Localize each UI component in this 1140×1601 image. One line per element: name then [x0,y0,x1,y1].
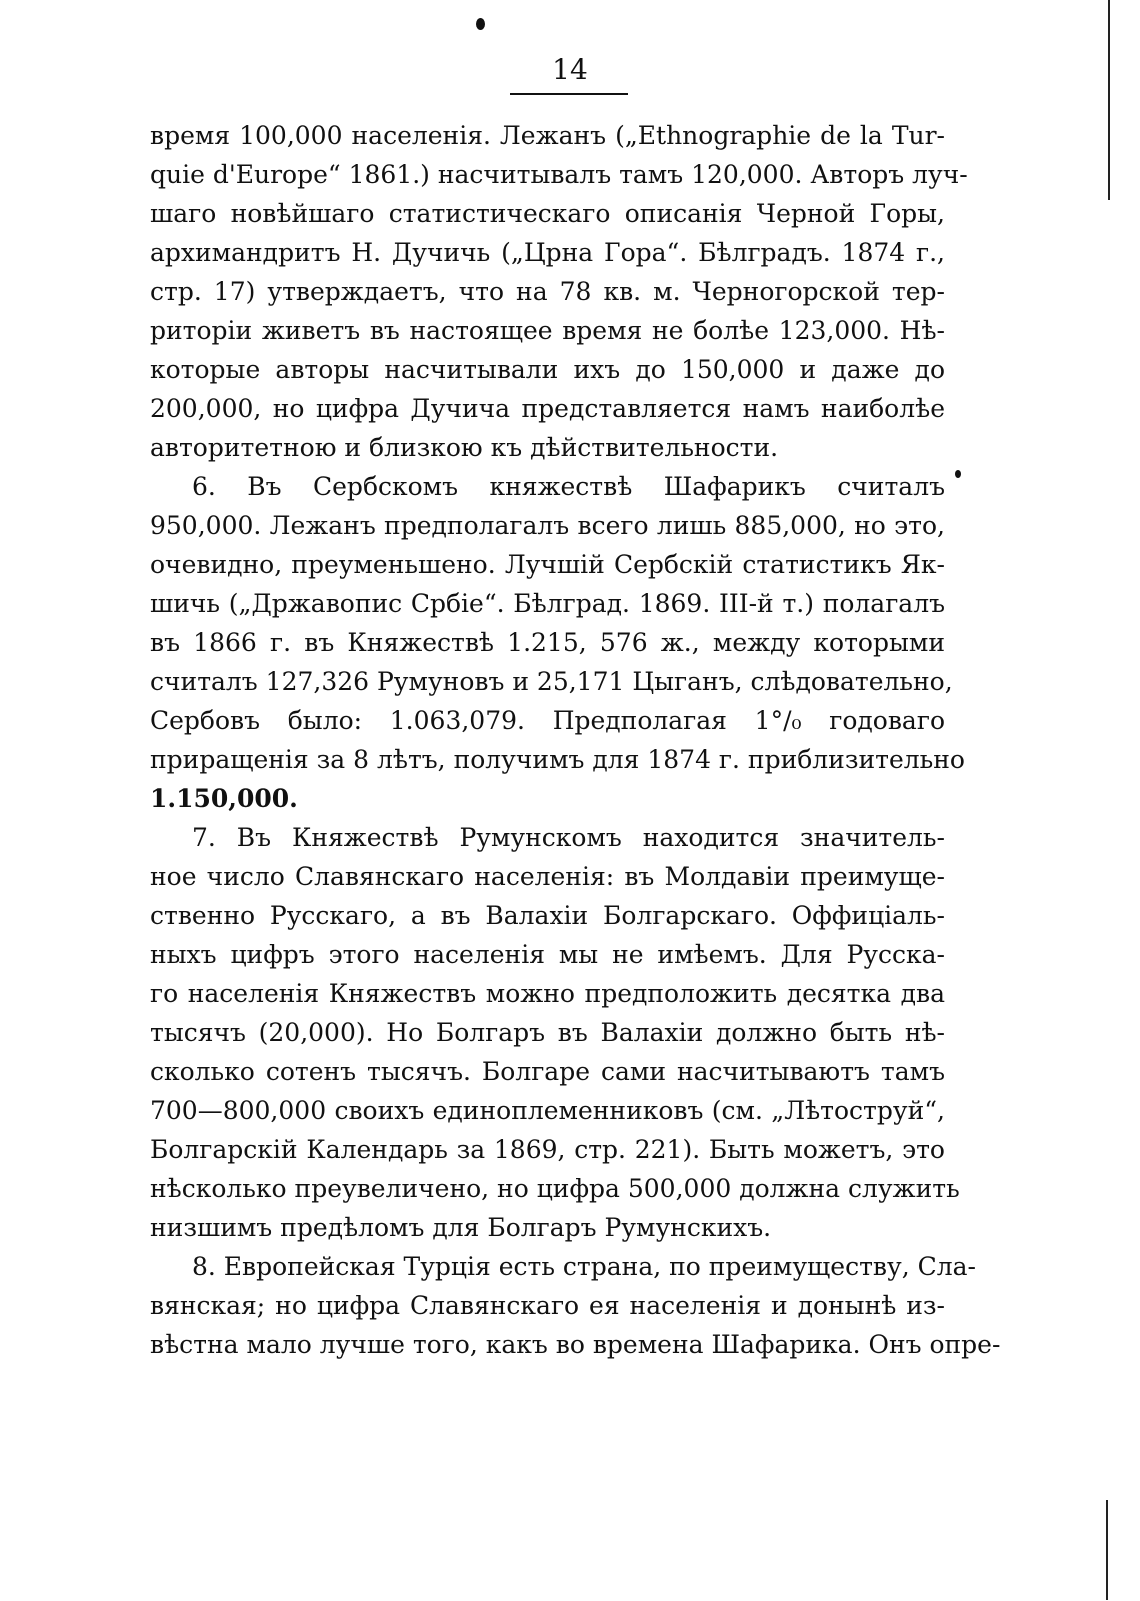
text-line: вянская; но цифра Славянскаго ея населенія и донынѣ из- [150,1291,945,1320]
text-line: риторіи живетъ въ настоящее время не болѣе 123,000. Нѣ- [150,316,945,345]
text-line: Сербовъ было: 1.063,079. Предполагая 1°/₀ годоваго [150,706,945,735]
text-line: 8. Европейская Турція есть страна, по преимуществу, Сла- [192,1252,976,1281]
page-edge-mark [1108,0,1110,200]
text-line: ное число Славянскаго населенія: въ Молдавіи преимуще- [150,862,945,891]
text-line: очевидно, преуменьшено. Лучшій Сербскій статистикъ Як- [150,550,945,579]
text-line: которые авторы насчитывали ихъ до 150,000 и даже до [150,355,945,384]
text-line: ныхъ цифръ этого населенія мы не имѣемъ. Для Русска- [150,940,945,969]
text-line: 950,000. Лежанъ предполагалъ всего лишь 885,000, но это, [150,511,945,540]
text-line: го населенія Княжествъ можно предположить десятка два [150,979,945,1008]
page-edge-mark-bottom [1106,1500,1108,1600]
text-line: въ 1866 г. въ Княжествѣ 1.215, 576 ж., между которыми [150,628,945,657]
text-line: 700—800,000 своихъ единоплеменниковъ (см. „Лѣтоструй“, [150,1096,945,1125]
header-rule [510,93,628,95]
text-line: тысячъ (20,000). Но Болгаръ въ Валахіи должно быть нѣ- [150,1018,945,1047]
text-line: нѣсколько преувеличено, но цифра 500,000 должна служить [150,1174,960,1203]
ink-speck [476,18,485,30]
text-line: 200,000, но цифра Дучича представляется намъ наиболѣе [150,394,945,423]
text-line: 1.150,000. [150,784,298,813]
text-line: авторитетною и близкою къ дѣйствительности. [150,433,779,462]
text-line: шичь („Државопис Србіе“. Бѣлград. 1869. III-й т.) полагалъ [150,589,945,618]
text-line: шаго новѣйшаго статистическаго описанія Черной Горы, [150,199,945,228]
text-line: вѣстна мало лучше того, какъ во времена Шафарика. Онъ опре- [150,1330,1001,1359]
text-line: приращенія за 8 лѣтъ, получимъ для 1874 г. приблизительно [150,745,965,774]
text-line: стр. 17) утверждаетъ, что на 78 кв. м. Черногорской тер- [150,277,945,306]
text-line: считалъ 127,326 Румуновъ и 25,171 Цыганъ, слѣдовательно, [150,667,953,696]
text-line: 6. Въ Сербскомъ княжествѣ Шафарикъ считалъ [192,472,945,501]
text-line: Болгарскій Календарь за 1869, стр. 221). Быть можетъ, это [150,1135,945,1164]
text-line: низшимъ предѣломъ для Болгаръ Румунскихъ. [150,1213,772,1242]
ink-speck [955,470,961,478]
page-number: 14 [552,53,588,86]
text-line: сколько сотенъ тысячъ. Болгаре сами насчитываютъ тамъ [150,1057,945,1086]
text-line: время 100,000 населенія. Лежанъ („Ethnographie de la Tur- [150,121,945,150]
text-line: 7. Въ Княжествѣ Румунскомъ находится значитель- [192,823,945,852]
text-line: архимандритъ Н. Дучичь („Црна Гора“. Бѣлградъ. 1874 г., [150,238,945,267]
text-line: quie d'Europe“ 1861.) насчитывалъ тамъ 120,000. Авторъ луч- [150,160,968,189]
text-line: ственно Русскаго, а въ Валахіи Болгарскаго. Оффиціаль- [150,901,945,930]
